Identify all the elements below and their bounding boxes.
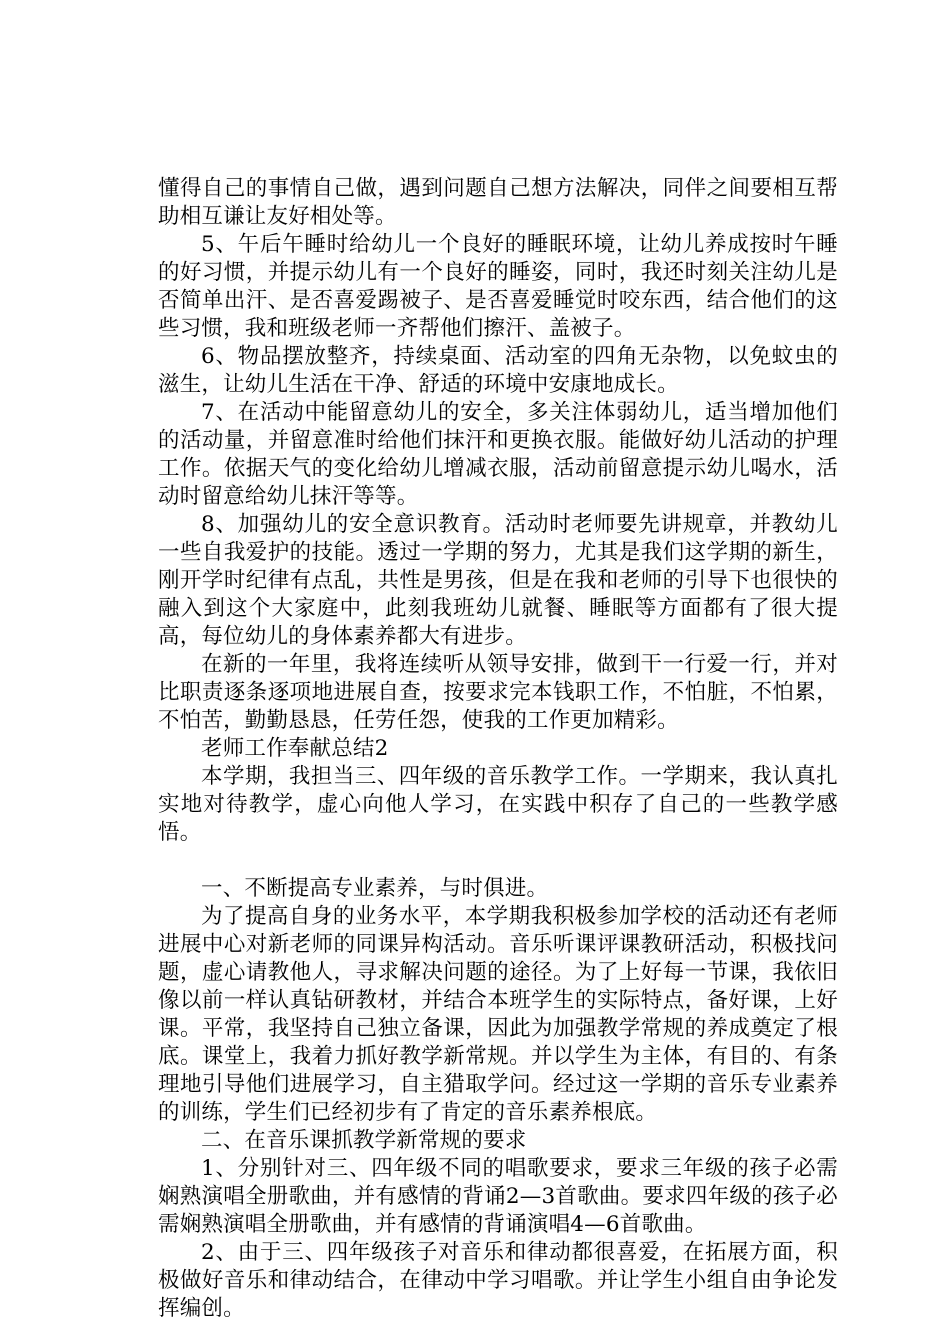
paragraph-conclusion: 在新的一年里，我将连续听从领导安排，做到干一行爱一行，并对比职责逐条逐项地进展自查，按要求完本钱职工作，不怕脏，不怕累，不怕苦，勤勤恳恳，任劳任怨，使我的工作更加精彩。 <box>158 652 838 733</box>
paragraph-singing-requirements: 1、分别针对三、四年级不同的唱歌要求，要求三年级的孩子必需娴熟演唱全册歌曲，并有感情的背诵2—3首歌曲。要求四年级的孩子必需娴熟演唱全册歌曲，并有感情的背诵演唱4—6首歌曲。 <box>158 1156 838 1237</box>
subheading-two: 二、在音乐课抓教学新常规的要求 <box>201 1128 527 1153</box>
paragraph-intro: 本学期，我担当三、四年级的音乐教学工作。一学期来，我认真扎实地对待教学，虚心向他人学习，在实践中积存了自己的一些教学感悟。 <box>158 764 838 845</box>
blank-line <box>158 847 838 875</box>
subheading-one: 一、不断提高专业素养，与时俱进。 <box>201 876 549 901</box>
paragraph-continuation: 懂得自己的事情自己做，遇到问题自己想方法解决，同伴之间要相互帮助相互谦让友好相处等。 <box>158 176 838 229</box>
paragraph-professional: 为了提高自身的业务水平，本学期我积极参加学校的活动还有老师进展中心对新老师的同课异构活动。音乐听课评课教研活动，积极找问题，虚心请教他人，寻求解决问题的途径。为了上好每一节课，我依旧像以前一样认真钻研教材，并结合本班学生的实际特点，备好课，上好课。平常，我坚持自己独立备课，因此为加强教学常规的养成奠定了根底。课堂上，我着力抓好教学新常规。并以学生为主体，有目的、有条理地引导他们进展学习，自主猎取学问。经过这一学期的音乐专业素养的训练，学生们已经初步有了肯定的音乐素养根底。 <box>158 904 838 1125</box>
document-body <box>158 175 838 1323</box>
paragraph-rhythm: 2、由于三、四年级孩子对音乐和律动都很喜爱，在拓展方面，积极做好音乐和律动结合，在律动中学习唱歌。并让学生小组自由争论发挥编创。 <box>158 1240 838 1321</box>
paragraph-item-5: 5、午后午睡时给幼儿一个良好的睡眠环境，让幼儿养成按时午睡的好习惯，并提示幼儿有一个良好的睡姿，同时，我还时刻关注幼儿是否简单出汗、是否喜爱踢被子、是否喜爱睡觉时咬东西，结合他们的这些习惯，我和班级老师一齐帮他们擦汗、盖被子。 <box>158 232 838 341</box>
paragraph-item-6: 6、物品摆放整齐，持续桌面、活动室的四角无杂物，以免蚊虫的滋生，让幼儿生活在干净、舒适的环境中安康地成长。 <box>158 344 838 397</box>
paragraph-item-8: 8、加强幼儿的安全意识教育。活动时老师要先讲规章，并教幼儿一些自我爱护的技能。透过一学期的努力，尤其是我们这学期的新生，刚开学时纪律有点乱，共性是男孩，但是在我和老师的引导下也很快的融入到这个大家庭中，此刻我班幼儿就餐、睡眠等方面都有了很大提高，每位幼儿的身体素养都大有进步。 <box>158 512 838 649</box>
section-heading: 老师工作奉献总结2 <box>201 736 389 761</box>
paragraph-item-7: 7、在活动中能留意幼儿的安全，多关注体弱幼儿，适当增加他们的活动量，并留意准时给他们抹汗和更换衣服。能做好幼儿活动的护理工作。依据天气的变化给幼儿增减衣服，活动前留意提示幼儿喝水，活动时留意给幼儿抹汗等等。 <box>158 400 838 509</box>
